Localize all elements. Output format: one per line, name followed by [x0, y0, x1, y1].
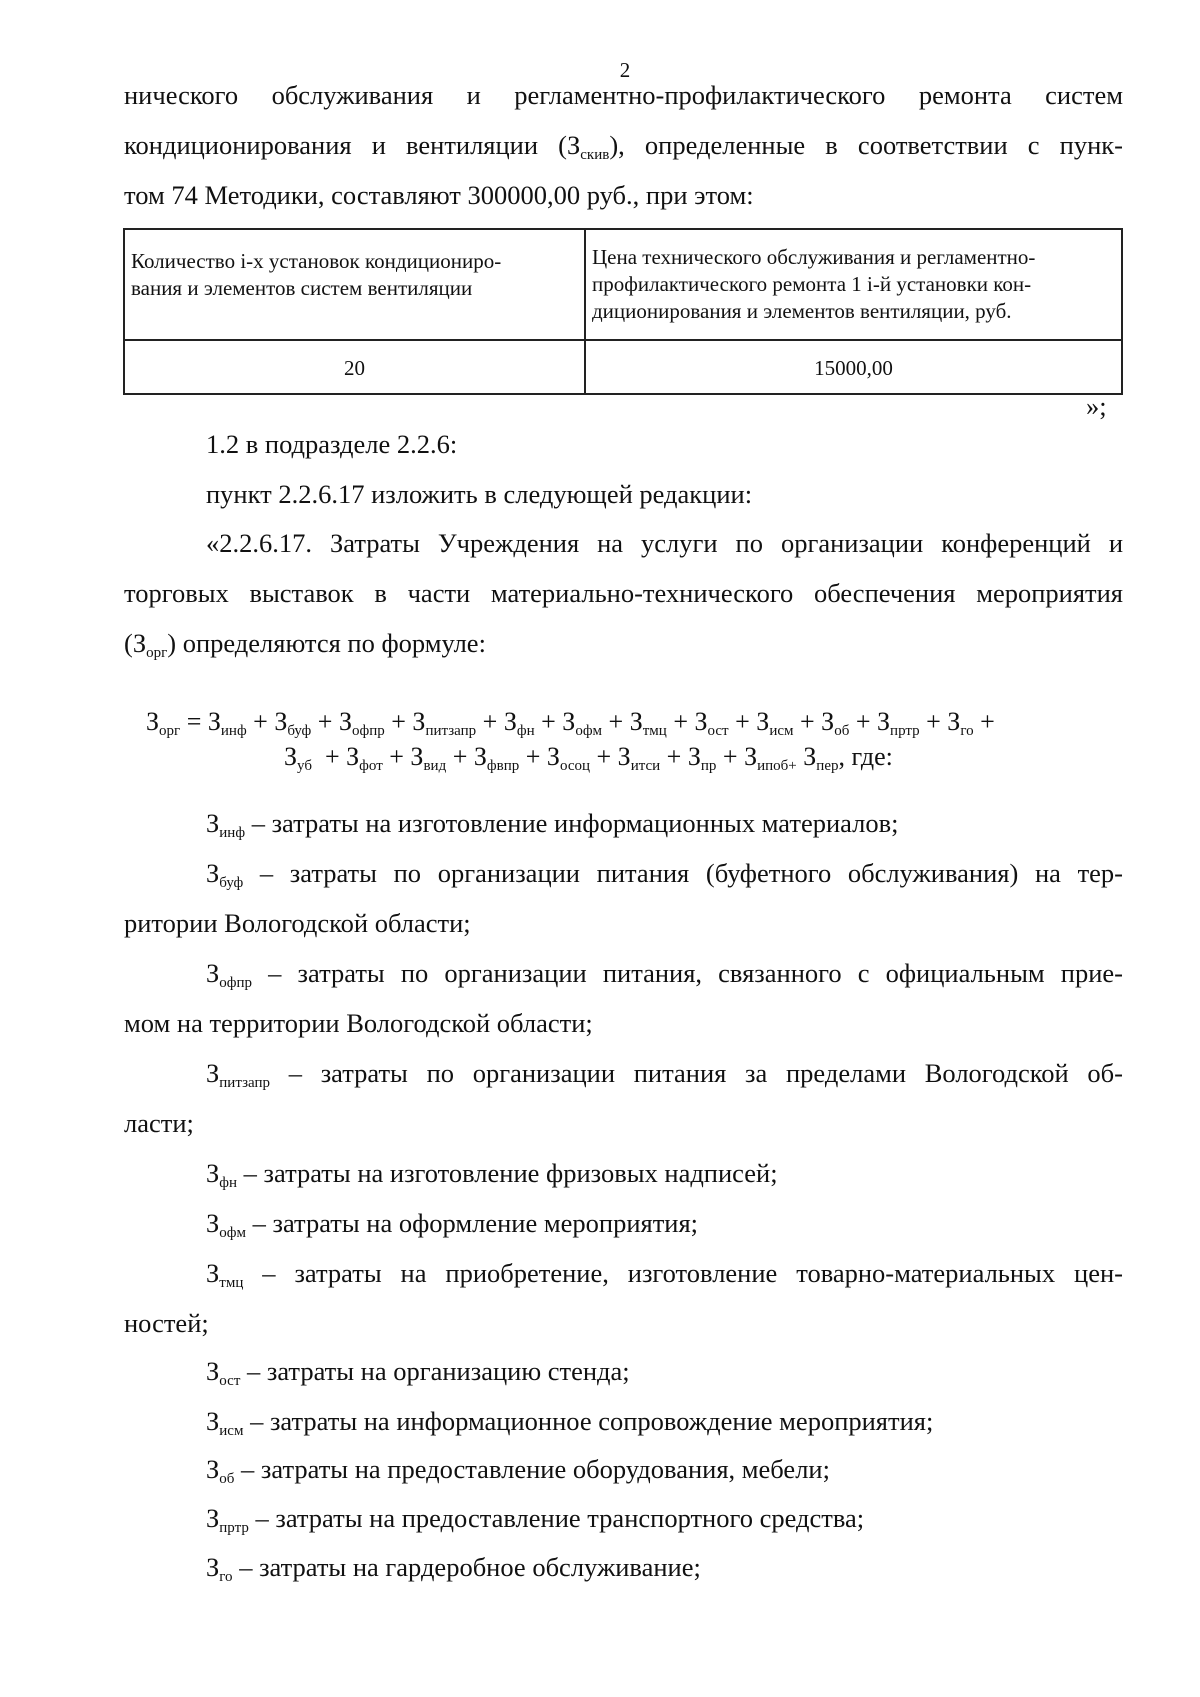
- definition-text: – затраты по организации питания за пределами Вологодской об-: [270, 1058, 1123, 1088]
- formula-subscript: уб: [297, 758, 312, 774]
- paragraph-2217-line-3: $(З_{орг})$ определяются по формуле:: [124, 628, 486, 661]
- formula-term: + З: [602, 707, 643, 736]
- formula-subscript: пер: [816, 758, 839, 774]
- formula-line-2: [284, 742, 893, 772]
- definition-text: – затраты по организации питания, связанного с официальным прие-: [252, 958, 1123, 988]
- paragraph-1-2: 1.2 в подразделе 2.2.6:: [206, 429, 458, 459]
- definition-item: [206, 1207, 698, 1239]
- definition-continuation: ритории Вологодской области;: [124, 908, 471, 938]
- formula-term: + З: [519, 742, 560, 771]
- table-row: [124, 340, 1122, 394]
- definition-subscript: инф: [219, 825, 246, 841]
- definition-text: – затраты на предоставление транспортного средства;: [248, 1503, 865, 1533]
- definition-item: [206, 1257, 1123, 1289]
- formula-term: + З: [793, 707, 835, 736]
- definition-continuation: мом на территории Вологодской области;: [124, 1008, 593, 1038]
- definition-symbol: З: [206, 808, 220, 838]
- definition-item: [206, 1502, 864, 1534]
- definition-symbol: З: [206, 1356, 220, 1386]
- closing-quote: »;: [1086, 391, 1107, 421]
- formula-term: + З: [666, 707, 708, 736]
- definition-symbol: З: [206, 1552, 220, 1582]
- paragraph-point: пункт 2.2.6.17 изложить в следующей редакции:: [206, 479, 753, 509]
- definition-item: [206, 1157, 778, 1189]
- definition-item: [206, 857, 1123, 889]
- formula-term: + З: [384, 707, 426, 736]
- formula-term: + З: [660, 742, 701, 771]
- definition-subscript: тмц: [219, 1275, 244, 1291]
- formula-subscript: итси: [630, 758, 661, 774]
- formula-subscript: офпр: [351, 723, 385, 739]
- definition-item: [206, 1355, 630, 1387]
- definition-subscript: офпр: [219, 975, 253, 991]
- formula-subscript: исм: [769, 723, 794, 739]
- formula-subscript: ост: [707, 723, 729, 739]
- formula-subscript: пр: [700, 758, 717, 774]
- subscript: скив: [580, 147, 610, 163]
- definition-item: [206, 957, 1123, 989]
- formula-term: + З: [919, 707, 961, 736]
- formula-subscript: фвпр: [486, 758, 520, 774]
- definition-subscript: фн: [219, 1175, 238, 1191]
- formula-term: З: [284, 742, 298, 771]
- definition-symbol: З: [206, 1208, 220, 1238]
- definition-symbol: З: [206, 858, 220, 888]
- definition-text: – затраты на изготовление информационных материалов;: [245, 808, 899, 838]
- definition-text: – затраты на изготовление фризовых надписей;: [237, 1158, 778, 1188]
- definition-text: – затраты по организации питания (буфетного обслуживания) на тер-: [243, 858, 1123, 888]
- paragraph-2217-line-1: «2.2.6.17. Затраты Учреждения на услуги по организации конференций и: [206, 528, 1123, 558]
- formula-term: +: [973, 707, 995, 736]
- definition-subscript: исм: [219, 1423, 244, 1439]
- table-cell-quantity: 20: [124, 340, 585, 394]
- intro-line-2: кондиционирования и вентиляции $(З_{скив})$, определенные в соответствии с пунк-: [124, 130, 1123, 163]
- definition-symbol: З: [206, 1258, 220, 1288]
- formula-subscript: офм: [575, 723, 603, 739]
- table-cell-price: 15000,00: [585, 340, 1122, 394]
- table-header-quantity: Количество i-х установок кондициониро- вания и элементов систем вентиляции: [124, 229, 585, 340]
- intro-line-3: том 74 Методики, составляют 300000,00 руб., при этом:: [124, 180, 754, 210]
- formula-subscript: об: [834, 723, 850, 739]
- formula-term: = З: [180, 707, 221, 736]
- formula-subscript: фот: [359, 758, 383, 774]
- definition-symbol: З: [206, 1158, 220, 1188]
- formula-subscript: орг: [159, 723, 181, 739]
- price-table: [123, 228, 1123, 395]
- definition-item: [206, 1551, 701, 1583]
- definition-continuation: ласти;: [124, 1108, 194, 1138]
- definition-continuation: ностей;: [124, 1308, 209, 1338]
- definition-symbol: З: [206, 1058, 220, 1088]
- definition-item: [206, 1453, 830, 1485]
- definition-subscript: буф: [219, 875, 244, 891]
- definition-subscript: го: [219, 1569, 233, 1585]
- page-number: 2: [619, 58, 631, 82]
- paragraph-2217-line-2: торговых выставок в части материально-технического обеспечения мероприятия: [124, 578, 1123, 608]
- definition-symbol: З: [206, 1503, 220, 1533]
- definition-text: – затраты на приобретение, изготовление товарно-материальных цен-: [243, 1258, 1123, 1288]
- formula-term: + З: [728, 707, 770, 736]
- intro-line-1: нического обслуживания и регламентно-профилактического ремонта систем: [124, 80, 1123, 110]
- definition-text: – затраты на гардеробное обслуживание;: [232, 1552, 701, 1582]
- definition-item: [206, 807, 898, 839]
- formula-subscript: тмц: [642, 723, 667, 739]
- definition-subscript: об: [219, 1471, 235, 1487]
- formula-subscript: вид: [423, 758, 447, 774]
- formula-term: + З: [590, 742, 631, 771]
- definition-text: – затраты на предоставление оборудования, мебели;: [234, 1454, 830, 1484]
- formula-subscript: пртр: [890, 723, 920, 739]
- definition-subscript: пртр: [219, 1520, 249, 1536]
- definition-text: – затраты на организацию стенда;: [240, 1356, 630, 1386]
- formula-subscript: буф: [287, 723, 312, 739]
- formula-subscript: го: [960, 723, 974, 739]
- formula-term: + З: [849, 707, 891, 736]
- table-header-price: Цена технического обслуживания и регламентно- профилактического ремонта 1 i-й установки кон- диционирования и элементов вентиляции, руб.: [585, 229, 1122, 340]
- formula-term: + З: [446, 742, 487, 771]
- formula-line-1: [146, 707, 995, 737]
- formula-term: З: [146, 707, 160, 736]
- table-header-row: [124, 229, 1122, 340]
- formula-term: + З: [534, 707, 576, 736]
- definition-item: [206, 1405, 933, 1437]
- formula-subscript: инф: [220, 723, 247, 739]
- definition-subscript: ост: [219, 1373, 241, 1389]
- formula-term: + З: [716, 742, 758, 771]
- definition-text: – затраты на оформление мероприятия;: [246, 1208, 699, 1238]
- formula-subscript: ипоб+: [757, 758, 797, 774]
- formula-subscript: фн: [516, 723, 535, 739]
- definition-text: – затраты на информационное сопровождение мероприятия;: [243, 1406, 934, 1436]
- formula-subscript: осоц: [559, 758, 591, 774]
- definition-symbol: З: [206, 958, 220, 988]
- definition-subscript: питзапр: [219, 1075, 270, 1091]
- formula-term: + З: [382, 742, 424, 771]
- formula-subscript: питзапр: [425, 723, 477, 739]
- formula-term: , где:: [838, 742, 893, 771]
- definition-subscript: офм: [219, 1225, 246, 1241]
- definition-item: [206, 1057, 1123, 1089]
- formula-term: З: [796, 742, 817, 771]
- formula-term: + З: [311, 707, 352, 736]
- definition-symbol: З: [206, 1454, 220, 1484]
- formula-term: + З: [311, 742, 360, 771]
- formula-term: + З: [246, 707, 288, 736]
- formula-term: + З: [476, 707, 517, 736]
- definition-symbol: З: [206, 1406, 220, 1436]
